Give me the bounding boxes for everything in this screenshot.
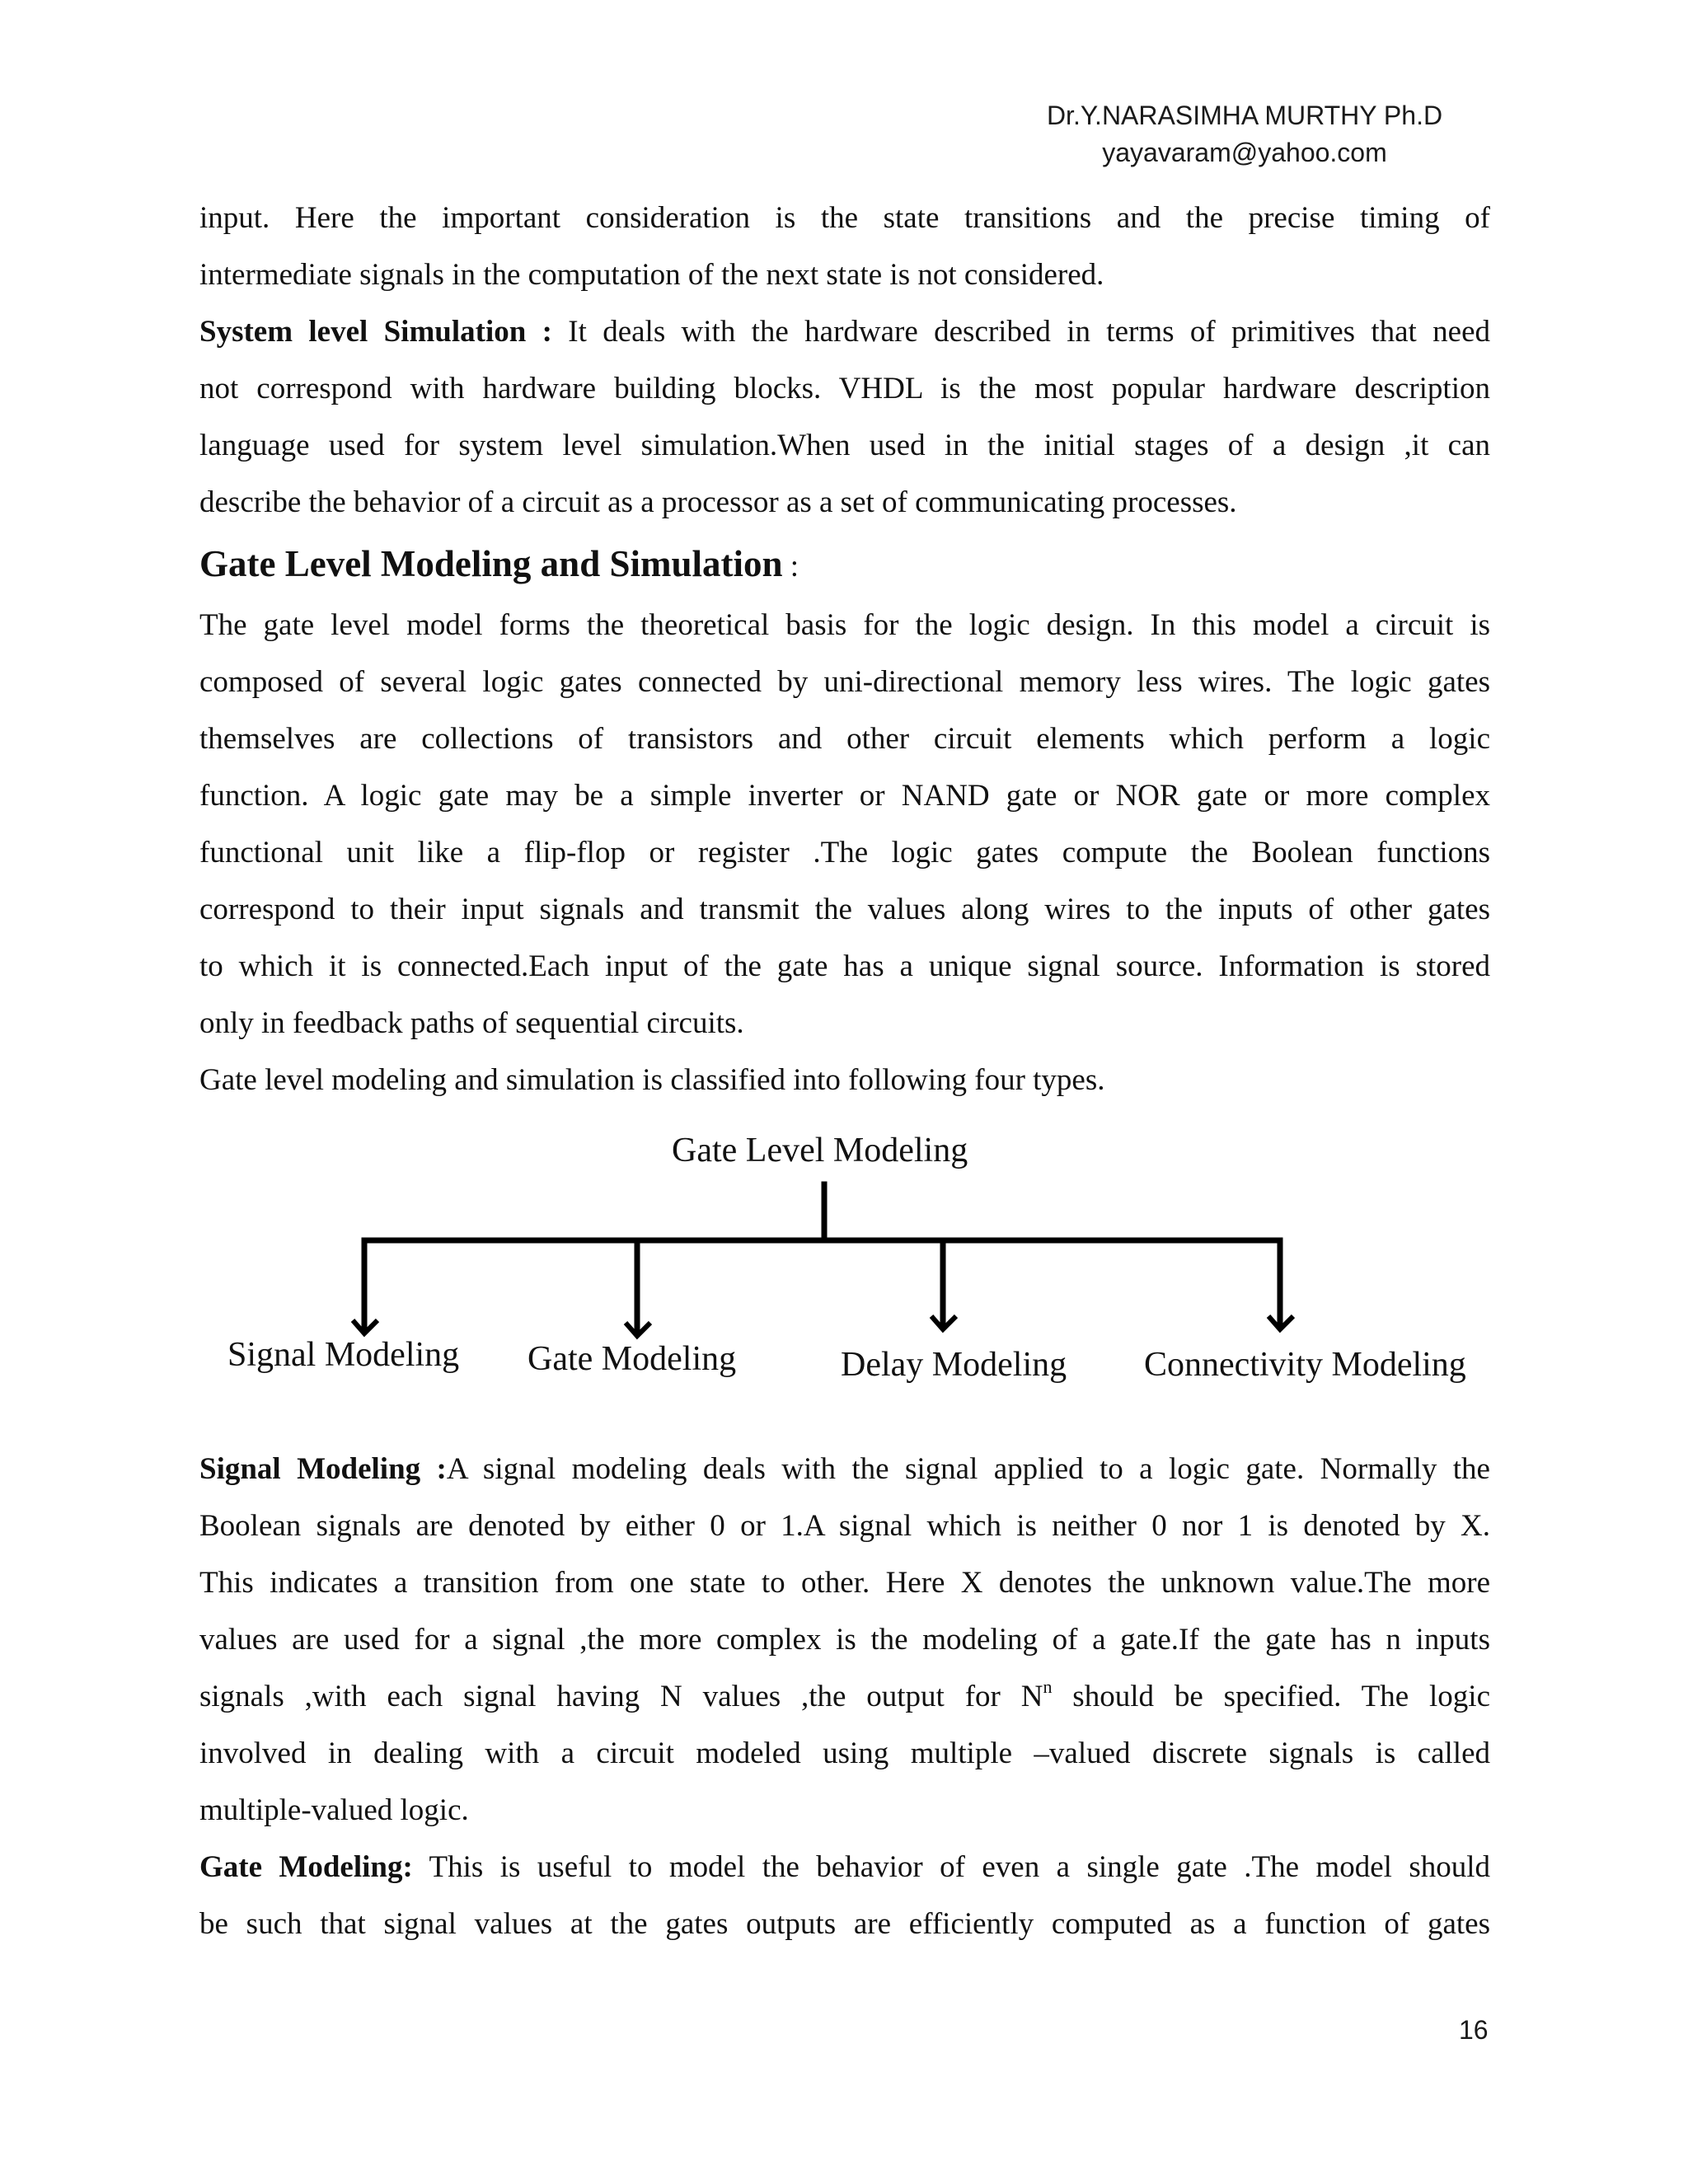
gate-modeling-term: Gate Modeling: [199,1850,413,1884]
section-heading-title: Gate Level Modeling and Simulation [199,543,783,584]
paragraph-line: function. A logic gate may be a simple inverter or NAND gate or NOR gate or more complex [199,779,1490,813]
paragraph-line: correspond to their input signals and transmit the values along wires to the inputs of other gates [199,893,1490,926]
text-segment: should be specified. The logic [1052,1680,1490,1713]
body-text-bottom [199,1441,1490,1952]
page-number: 16 [1459,2015,1489,2045]
paragraph-line: values are used for a signal ,the more complex is the modeling of a gate.If the gate has n inputs [199,1623,1490,1657]
paragraph-line-superscript [199,1668,1490,1725]
signal-modeling-text: A signal modeling deals with the signal applied to a logic gate. Normally the [446,1452,1490,1486]
system-level-text: It deals with the hardware described in terms of primitives that need [551,315,1490,349]
author-email: yayavaram@yahoo.com [1102,138,1387,167]
paragraph-line: describe the behavior of a circuit as a processor as a set of communicating processes. [199,485,1237,519]
text-segment: signals ,with each signal having N values ,the output for N [199,1680,1043,1713]
signal-modeling-term: Signal Modeling : [199,1452,447,1486]
paragraph-line: to which it is connected.Each input of the gate has a unique signal source. Information is stored [199,949,1490,983]
paragraph-line: composed of several logic gates connected by uni-directional memory less wires. The logic gates [199,665,1490,699]
diagram-root-label: Gate Level Modeling [672,1132,968,1169]
page-header [989,97,1500,171]
diagram-child-connectivity: Connectivity Modeling [1144,1346,1466,1384]
paragraph-line: This indicates a transition from one state to other. Here X denotes the unknown value.The more [199,1566,1490,1600]
gate-level-modeling-diagram [0,1121,1688,1418]
author-name: Dr.Y.NARASIMHA MURTHY Ph.D [1046,101,1443,130]
paragraph-line: Boolean signals are denoted by either 0 or 1.A signal which is neither 0 nor 1 is denoted by X. [199,1509,1490,1543]
system-level-term: System level Simulation : [199,315,552,349]
paragraph-line: themselves are collections of transistors and other circuit elements which perform a logic [199,722,1490,756]
paragraph-line: functional unit like a flip-flop or register .The logic gates compute the Boolean functions [199,836,1490,869]
paragraph-line: intermediate signals in the computation of the next state is not considered. [199,258,1104,292]
paragraph-line: involved in dealing with a circuit modeled using multiple –valued discrete signals is called [199,1736,1490,1770]
paragraph-line: language used for system level simulation.When used in the initial stages of a design ,it can [199,429,1490,462]
paragraph-line: not correspond with hardware building blocks. VHDL is the most popular hardware description [199,372,1490,405]
system-level-line [199,303,1490,360]
paragraph-line: only in feedback paths of sequential circuits. [199,1006,744,1040]
paragraph-line: The gate level model forms the theoretical basis for the logic design. In this model a circuit is [199,608,1490,642]
diagram-child-gate: Gate Modeling [528,1340,737,1378]
diagram-child-signal: Signal Modeling [227,1336,460,1374]
section-heading-colon: : [782,550,799,583]
paragraph-line: multiple-valued logic. [199,1793,469,1827]
signal-modeling-line [199,1441,1490,1497]
paragraph-line: input. Here the important consideration is the state transitions and the precise timing of [199,201,1490,235]
gate-modeling-line [199,1839,1490,1896]
section-heading [199,531,1490,597]
paragraph-line: Gate level modeling and simulation is classified into following four types. [199,1063,1105,1097]
diagram-child-delay: Delay Modeling [841,1346,1067,1384]
body-text-top [199,190,1490,1108]
paragraph-line: be such that signal values at the gates outputs are efficiently computed as a function of gates [199,1907,1490,1941]
gate-modeling-text: This is useful to model the behavior of even a single gate .The model should [412,1850,1490,1884]
superscript-n: n [1043,1676,1053,1697]
